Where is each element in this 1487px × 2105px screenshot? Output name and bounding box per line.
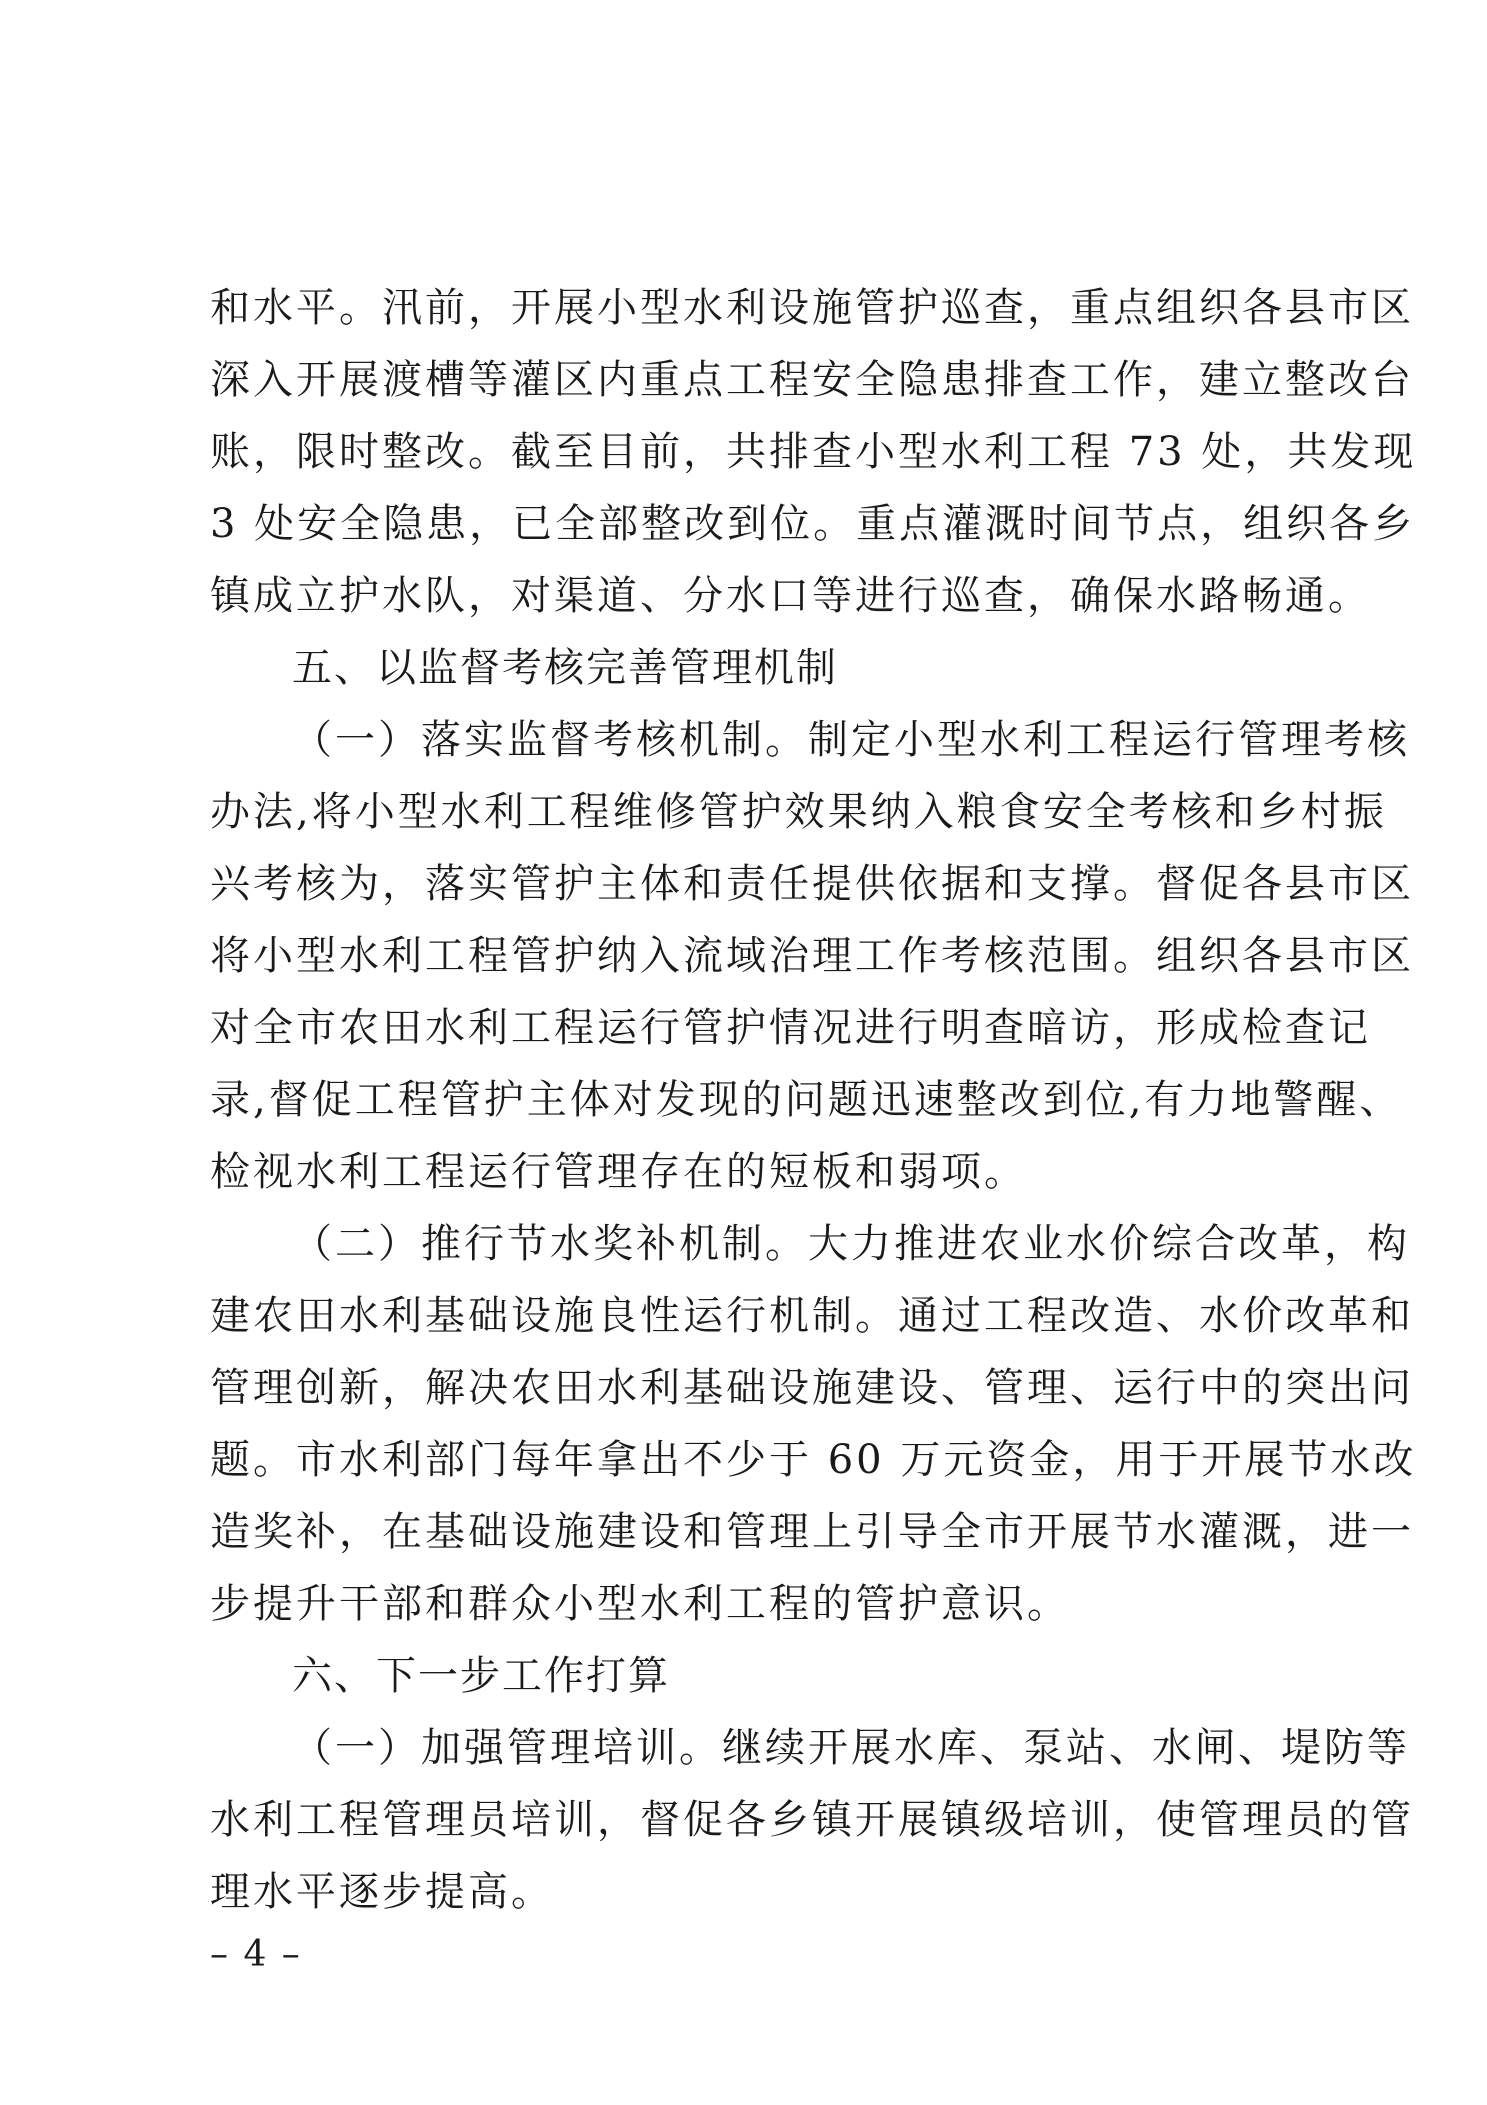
text-line: 3 处安全隐患，已全部整改到位。重点灌溉时间节点，组织各乡: [210, 501, 1416, 547]
text-line: 管理创新，解决农田水利基础设施建设、管理、运行中的突出问: [210, 1365, 1414, 1411]
section-heading: 六、下一步工作打算: [292, 1653, 670, 1699]
text-line: 检视水利工程运行管理存在的短板和弱项。: [210, 1149, 1027, 1195]
text-line: （一）落实监督考核机制。制定小型水利工程运行管理考核: [292, 717, 1410, 763]
text-line: 镇成立护水队，对渠道、分水口等进行巡查，确保水路畅通。: [210, 573, 1371, 619]
paragraph: [210, 1712, 1414, 1928]
text-line: （二）推行节水奖补机制。大力推进农业水价综合改革，构: [292, 1221, 1410, 1267]
text-line: 和水平。汛前，开展小型水利设施管护巡查，重点组织各县市区: [210, 285, 1414, 331]
text-line: 兴考核为，落实管护主体和责任提供依据和支撑。督促各县市区: [210, 861, 1414, 907]
text-line: 建农田水利基础设施良性运行机制。通过工程改造、水价改革和: [210, 1293, 1414, 1339]
paragraph: [210, 704, 1414, 1208]
text-line: 将小型水利工程管护纳入流域治理工作考核范围。组织各县市区: [210, 933, 1414, 979]
text-line: 录,督促工程管护主体对发现的问题迅速整改到位,有力地警醒、: [210, 1077, 1403, 1123]
text-line: 水利工程管理员培训，督促各乡镇开展镇级培训，使管理员的管: [210, 1797, 1414, 1843]
paragraph: [210, 272, 1417, 632]
text-line: 深入开展渡槽等灌区内重点工程安全隐患排查工作，建立整改台: [210, 357, 1414, 403]
text-line: 造奖补，在基础设施建设和管理上引导全市开展节水灌溉，进一: [210, 1509, 1414, 1555]
text-line: 账，限时整改。截至目前，共排查小型水利工程 73 处，共发现: [210, 429, 1417, 475]
section-heading: 五、以监督考核完善管理机制: [292, 645, 838, 691]
document-body: [210, 272, 1417, 1928]
text-line: 题。市水利部门每年拿出不少于 60 万元资金，用于开展节水改: [210, 1437, 1417, 1483]
text-line: （一）加强管理培训。继续开展水库、泵站、水闸、堤防等: [292, 1725, 1410, 1771]
text-line: 对全市农田水利工程运行管护情况进行明查暗访，形成检查记: [210, 1005, 1371, 1051]
page-number: – 4 –: [210, 1934, 302, 1975]
text-line: 办法,将小型水利工程维修管护效果纳入粮食安全考核和乡村振: [210, 789, 1387, 835]
text-line: 步提升干部和群众小型水利工程的管护意识。: [210, 1581, 1070, 1627]
text-line: 理水平逐步提高。: [210, 1869, 554, 1915]
paragraph: [210, 1208, 1417, 1640]
